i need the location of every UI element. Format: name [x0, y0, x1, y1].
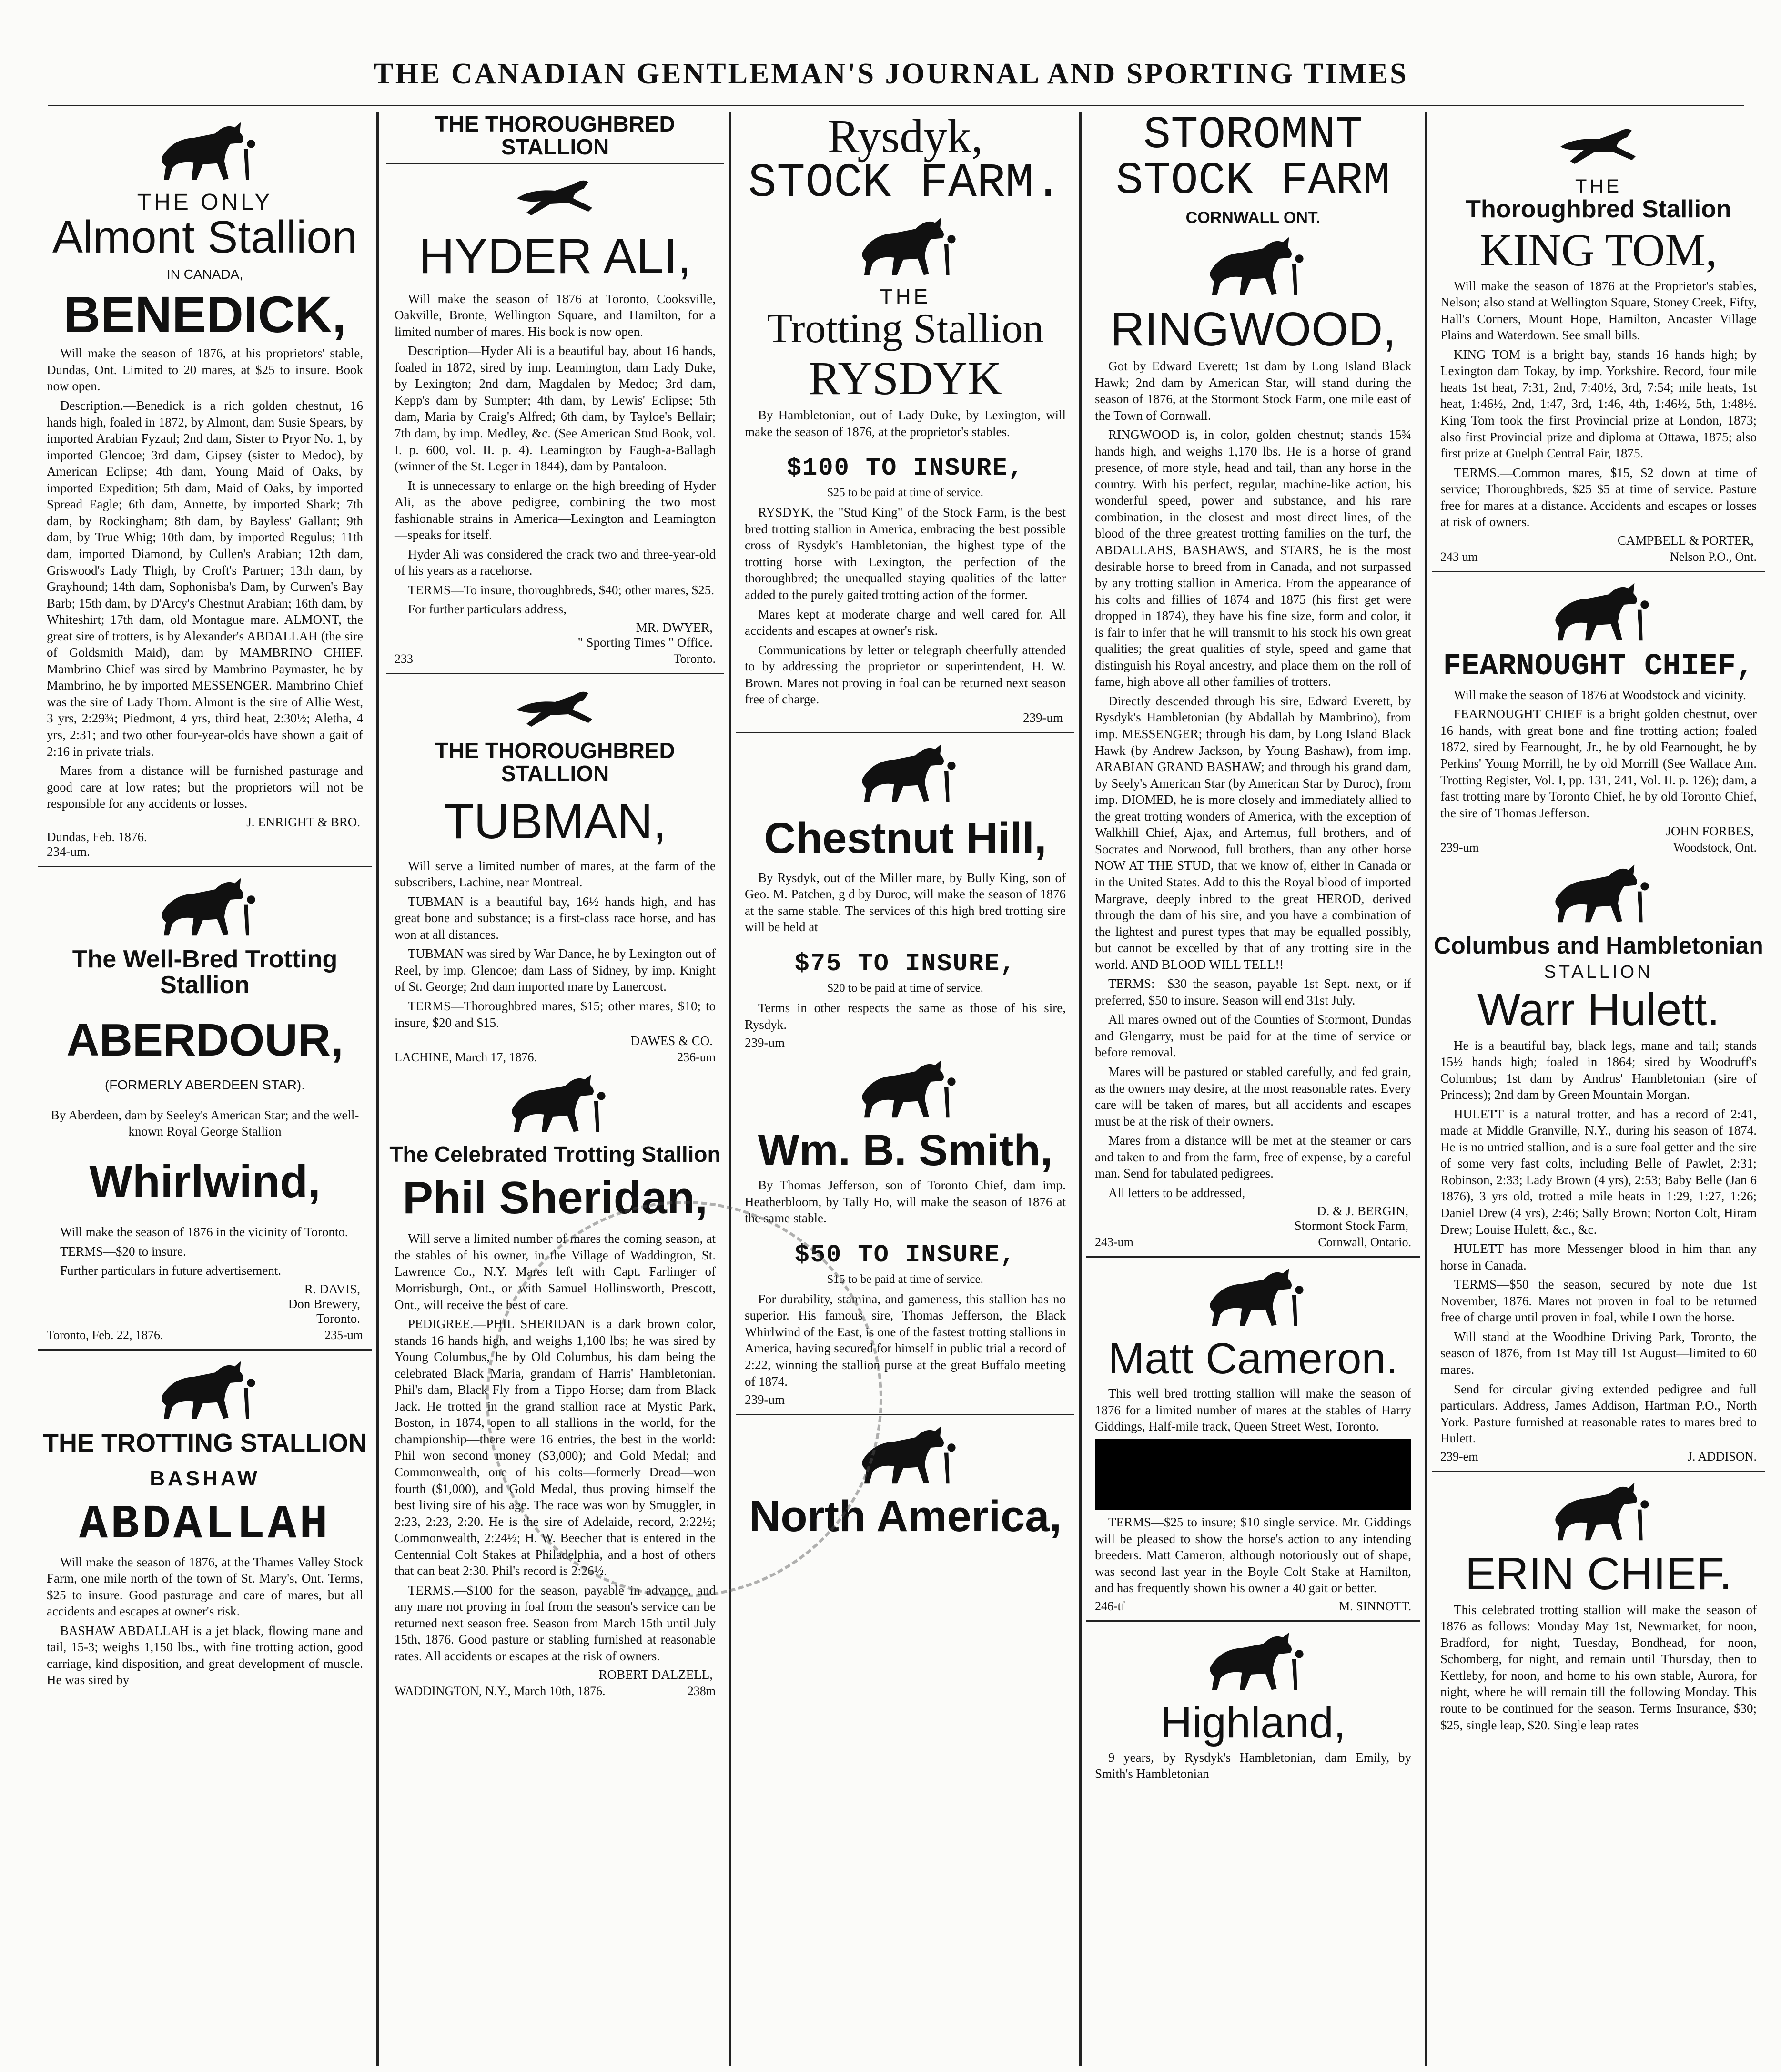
ad-paragraph: PEDIGREE.—PHIL SHERIDAN is a dark brown color, stands 16 hands high, and weighs 1,100 lbs; he was sired by Young Columbus, he by Old Columbus, his dam being the celebrated Black Maria, grandam of Harris' Hambletonian. Phil's dam, Black Fly from a Tippo Horse; dam from Black Jack. He trotted in the grand stallion race at Mystic Park, Boston, in 1874, open to all stallions in the world, for the championship—there were 16 entries, the best in the world: Phil won second money ($3,000); and Gold Medal; and Commonwealth, one of his colts—formerly Dread—won fourth ($1,000), and Gold Medal, thus proving himself the best living sire of his age. The race was won by Smuggler, in 2:23, 2:23, 2:20. He is the sire of Adelaide, record, 2:22½; Commonwealth, 2:24½; H. W. Beecher that is entered in the Centennial Colt Stakes at Philadelphia, and a host of others that can beat 2:30. Phil's record is 2:26½.: [395, 1317, 716, 1578]
ad-kicker: THE ONLY: [137, 190, 273, 215]
ad-paragraph: KING TOM is a bright bay, stands 16 hands high; by Lexington dam Tokay, by imp. Yorkshire. Record, four mile heats 1st heat, 7:31, 2nd, 7:40½, 3rd, 7:54; mile heats, 1st heat, 1:46½, 2nd, 1:47, 3rd, 1:46, 4th, 1:46½, 5th, 1:48½. King Tom took the first Provincial prize at London, 1873; also first Provincial prize and diploma at Ottawa, 1875; also first prize at Guelph Central Fair, 1875.: [1440, 347, 1757, 461]
sire-name: Whirlwind,: [89, 1156, 321, 1207]
horse-with-groom-icon: [1537, 579, 1660, 646]
postmark-stamp: [486, 1201, 882, 1597]
advertiser: J. ADDISON.: [1687, 1449, 1757, 1463]
ad-kicker: The Well-Bred Trotting Stallion: [72, 945, 338, 999]
ad-aberdour: [38, 874, 372, 1342]
advertiser: DAWES & CO.: [630, 1034, 713, 1048]
ad-paragraph: FEARNOUGHT CHIEF is a bright golden chestnut, over 16 hands, with great bone and fine trotting action; foaled 1872, sired by Fearnought, Jr., he by old Fearnought, he by Perkins' Young Morrill, he by old Morrill (See Wallace Am. Trotting Register, Vol. I, pp. 131, 241, Vol. II. p. 126); dam, a fast trotting mare by Toronto Chief, he by old Toronto Chief, the sire of Thomas Jefferson.: [1440, 707, 1757, 820]
stallion-name: ABDALLAH: [79, 1498, 331, 1552]
masthead: THE CANADIAN GENTLEMAN'S JOURNAL AND SPORTING TIMES: [374, 58, 1408, 90]
horse-with-groom-icon: [843, 740, 967, 807]
ad-code: 235-um: [324, 1328, 363, 1342]
horse-with-groom-icon: [1191, 1628, 1315, 1695]
redacted-block: [1095, 1439, 1411, 1510]
ad-body: [395, 291, 716, 618]
ad-kicker: The Celebrated Trotting Stallion: [389, 1142, 721, 1167]
ad-code: 234-um.: [47, 844, 90, 859]
column-divider: [729, 112, 731, 2066]
ad-paragraph: By Aberdeen, dam by Seeley's American Star; and the well-known Royal George Stallion: [51, 1107, 359, 1139]
ad-paragraph: For further particulars address,: [408, 602, 567, 617]
ad-subtitle: BASHAW: [150, 1467, 260, 1491]
column-divider: [1079, 112, 1082, 2066]
ad-place-date: LACHINE, March 17, 1876.: [395, 1050, 537, 1065]
column-4: [1086, 112, 1420, 2066]
ad-paragraph: Will serve a limited number of mares, at the farm of the subscribers, Lachine, near Montreal.: [395, 858, 716, 890]
ad-paragraph: Will stand at the Woodbine Driving Park, Toronto, the season of 1876, from 1st May till 1st August—limited to 60 mares.: [1440, 1329, 1757, 1377]
price-note: $15 to be paid at time of service.: [827, 1272, 983, 1286]
ad-paragraph: Will make the season of 1876, at his proprietors' stable, Dundas, Ont. Limited to 20 mares, at $25 to insure. Book now open.: [47, 346, 363, 394]
ad-paragraph: Description.—Benedick is a rich golden chestnut, 16 hands high, foaled in 1872, by Almont, dam Susie Spears, by imported Arabian Fyzaul; 2nd dam, Sister to Pryor No. 1, by imported Glencoe; 3rd dam, Gipsey (sister to Medoc), by American Eclipse; 4th dam, Young Maid of Oaks, by imported Expedition; 5th dam, Maid of Oaks, by imported Spread Eagle; 6th dam, Annette, by imported Shark; 7th dam, by Rockingham; 8th dam, by Bayless' Gallant; 9th dam, by True Whig; 10th dam, by imported Regulus; 11th dam, imported Diamond, by Cullen's Arabian; 12th dam, Griswood's Lady Thigh, by Croft's Partner; 13th dam, by Grayhound; 14th dam, Sophonisba's Dam, by Curwen's Bay Barb; 15th dam, by D'Arcy's Chestnut Arabian; 16th dam, by Whiteshirt; 17th dam, old Montague mare. ALMONT, the great sire of trotters, is by Alexander's ABDALLAH (the sire of Goldsmith Maid), dam by MAMBRINO CHIEF. Mambrino Chief was sired by Mambrino Paymaster, he by Mambrino, he by imported MESSENGER. Mambrino Chief was the sire of Lady Thorn. Almont is the sire of Allie West, 3 yrs, 2:29¾; Piedmont, 4 yrs, third heat, 2:30½; Aletha, 4 yrs, 2:31; and two other four-year-olds have shown a gait of 2:16 in private trials.: [47, 398, 363, 759]
ad-subtitle: Thoroughbred Stallion: [1466, 195, 1731, 223]
ad-paragraph: TERMS.—$100 for the season, payable in advance, and any mare not proving in foal from the season's service can be returned next season free. Season from March 15th until July 15th, 1876. Good pasture or stabling furnished at reasonable rates. All accidents or escapes at the risk of owners.: [395, 1583, 716, 1664]
ad-code: 243 um: [1440, 549, 1478, 564]
ad-benedick: [38, 118, 372, 859]
column-3: [736, 112, 1074, 2066]
ad-footer: [1440, 1450, 1757, 1464]
column-divider: [376, 112, 379, 2066]
horse-with-groom-icon: [143, 1357, 267, 1424]
ad-paragraph: All letters to be addressed,: [1108, 1185, 1245, 1200]
stallion-name: ERIN CHIEF.: [1465, 1548, 1732, 1599]
ad-paragraph: Mares kept at moderate charge and well cared for. All accidents and escapes at owner's risk.: [745, 607, 1066, 638]
ad-paragraph: Will serve a limited number of mares the coming season, at the stables of his owner, in the Village of Waddington, St. Lawrence Co., N.Y. Mares left with Capt. Farlinger of Morrisburgh, Ont., or with Samuel Hollinsworth, Prescott, Ont., will receive the best of care.: [395, 1231, 716, 1312]
ad-paragraph: Mares from a distance will be met at the steamer or cars and taken to and from the farm, free of expense, by a careful man. Send for tabulated pedigrees.: [1095, 1133, 1411, 1181]
ad-place-date: WADDINGTON, N.Y., March 10th, 1876.: [395, 1684, 606, 1698]
ad-paragraph: TUBMAN was sired by War Dance, he by Lexington out of Reel, by imp. Glencoe; dam Lass of Sidney, by imp. Knight of St. George; 2nd dam imported mare by Lanercost.: [395, 946, 716, 994]
ad-body: [1440, 687, 1757, 821]
ad-erin-chief: [1432, 1479, 1765, 1733]
ad-body: [395, 858, 716, 1031]
ad-paragraph: 9 years, by Rysdyk's Hambletonian, dam Emily, by Smith's Hambletonian: [1095, 1750, 1411, 1781]
ad-paragraph: Communications by letter or telegraph cheerfully attended to by addressing the proprietor or superintendent, H. W. Brown. Mares not proving in foal can be returned next season free of charge.: [745, 642, 1066, 707]
ad-tubman: [386, 681, 724, 1065]
stallion-name: KING TOM,: [1480, 224, 1717, 275]
horse-with-groom-icon: [1191, 233, 1315, 300]
ad-paragraph: Mares from a distance will be furnished pasturage and good care at low rates; but the proprietors will not be responsible for any accidents or losses.: [47, 763, 363, 811]
ad-body: [1440, 278, 1757, 530]
stallion-name: Chestnut Hill,: [764, 813, 1047, 863]
ad-body: [1095, 1749, 1411, 1782]
advertiser: JOHN FORBES,: [1666, 824, 1754, 839]
ad-paragraph: RINGWOOD is, in color, golden chestnut; stands 15¾ hands high, and weighs 1,170 lbs. He is a horse of grand presence, of more style, head and tail, than any horse in the country. With his perfect, regular, machine-like action, his wonderful speed, power and substance, and his rare combination, in the closest and most direct lines, of the blood of the three greatest trotting families on the turf, the ABDALLAHS, BASHAWS, and STARS, he is the most desirable horse to breed from in Canada, and not surpassed by any trotting stallion in America. From the appearance of his colts and fillies of 1874 and 1875 (his first get were dropped in 1874), they have his fine size, form and color, it is fair to infer that he will transmit to his stock his own great qualities; the great qualities of style, speed and game that distinguish his Royal ancestry, and place them on the roll of fame, high above all other families of trotters.: [1095, 427, 1411, 689]
ad-divider: [1086, 1620, 1420, 1622]
column-1: [38, 112, 372, 2066]
ad-body: [47, 345, 363, 812]
ad-chestnut-hill: [736, 740, 1074, 1050]
stallion-name: Highland,: [1160, 1698, 1346, 1747]
advertiser: D. & J. BERGIN,: [1316, 1204, 1408, 1219]
ad-divider: [38, 1349, 372, 1351]
ad-paragraph: Directly descended through his sire, Edward Everett, by Rysdyk's Hambletonian (by Abdallah by Mambrino), from imp. MESSENGER; through his dam, by Long Island Black Hawk (by Andrew Jackson, by Young Bashaw), from imp. ARABIAN GRAND BASHAW; and through his grand dam, by Seely's American Star (by American Star by Duroc), from imp. DIOMED, he is more closely and immediately allied to the great trotting wonders of America, with the exception of Walkhill Chief, Ajax, and Artemus, full brothers, and of Socrates and Norwood, full brothers, than any other horse NOW AT THE STUD, that we know of, either in Canada or in the United States. Add to this the Royal blood of imported Margrave, deeply inbred to the great HEROD, derived through the dam of his sire, and you have a combination of the lightest and purest types that may be equalled possibly, but cannot be excelled by that of any trotting sire in the world. AND BLOOD WILL TELL!!: [1095, 693, 1411, 972]
price-note: $25 to be paid at time of service.: [827, 486, 983, 499]
ad-divider: [736, 732, 1074, 733]
advertiser: M. SINNOTT.: [1339, 1599, 1411, 1613]
ad-body: [745, 870, 1066, 935]
ad-paragraph: RYSDYK, the "Stud King" of the Stock Farm, is the best bred trotting stallion in America, embracing the best possible cross of Rysdyk's Hambletonian, the highest type of the trotting horse with Lexington, the perfection of the thoroughbred; the unequalled staying qualities of the latter added to the purely gaited trotting action of the former.: [745, 505, 1066, 602]
ad-kicker: THE: [1575, 176, 1622, 197]
ad-warr-hulett: [1432, 933, 1765, 1464]
ad-code: 239-em: [1440, 1449, 1478, 1463]
advertiser: R. DAVIS,: [304, 1281, 360, 1296]
stallion-name: Warr Hulett.: [1477, 984, 1720, 1035]
ad-code: 243-um: [1095, 1235, 1133, 1249]
ad-body: [47, 1224, 363, 1279]
ad-subtitle: Trotting Stallion: [767, 305, 1044, 352]
ad-divider: [1086, 1256, 1420, 1258]
ad-code: 236-um: [677, 1050, 716, 1065]
ad-paragraph: Will make the season of 1876 at the Proprietor's stables, Nelson; also stand at Wellington Square, Stoney Creek, Fifty, Hall's Corners, Mount Hope, Hamilton, Ancaster Village Plains and Waterdown. See small bills.: [1440, 278, 1757, 343]
ad-paragraph: BASHAW ABDALLAH is a jet black, flowing mane and tail, 15-3; weighs 1,150 lbs., with fine trotting action, good carriage, kind disposition, and great development of muscle. He was sired by: [47, 1623, 363, 1687]
masthead-rule: [48, 105, 1744, 106]
ad-body: [1095, 358, 1411, 1201]
ad-paragraph: Send for circular giving extended pedigree and full particulars. Address, James Addison, Hartman P.O., North York. Pasture furnished at reasonable rates to mares bred to Hulett.: [1440, 1381, 1757, 1446]
ad-footer: [395, 1050, 716, 1065]
ad-paragraph: By Thomas Jefferson, son of Toronto Chief, dam imp. Heatherbloom, by Tally Ho, will make the season of 1876 at the same stable.: [745, 1178, 1066, 1226]
horse-with-groom-icon: [1537, 1479, 1660, 1545]
ad-place: Nelson P.O., Ont.: [1670, 549, 1757, 564]
ad-paragraph: HULETT has more Messenger blood in him than any horse in Canada.: [1440, 1241, 1757, 1272]
ad-subtitle: (FORMERLY ABERDEEN STAR).: [104, 1077, 305, 1092]
ad-divider: [38, 866, 372, 867]
advertiser: ROBERT DALZELL,: [598, 1667, 713, 1682]
stallion-name: FEARNOUGHT CHIEF,: [1443, 649, 1754, 684]
farm-subtitle: STOCK FARM.: [748, 157, 1063, 211]
ad-subtitle: STALLION: [1544, 962, 1653, 982]
ad-paragraph: He is a beautiful bay, black legs, mane and tail; stands 15½ hands high; foaled in 1864; sired by Woodruff's Columbus; 1st dam by Andrus' Hambletonian (sire of Princess); 2nd dam by Green Mountain Morgan.: [1440, 1038, 1757, 1102]
price-note: $20 to be paid at time of service.: [827, 982, 983, 995]
insurance-price: $75 TO INSURE,: [794, 950, 1016, 978]
ad-body: [745, 504, 1066, 708]
farm-name: Rysdyk,: [827, 112, 983, 163]
ad-footer: [1095, 1599, 1411, 1614]
advertiser: CAMPBELL & PORTER,: [1617, 533, 1754, 548]
horse-with-groom-icon: [143, 874, 267, 941]
ad-subtitle: Almont Stallion: [52, 212, 358, 263]
horse-with-groom-icon: [493, 1070, 617, 1137]
stallion-name: Matt Cameron.: [1108, 1334, 1398, 1383]
ad-paragraph: For durability, stamina, and gameness, this stallion has no superior. His famous sire, Thomas Jefferson, the Black Whirlwind of the East, is one of the fastest trotting stallions in America, having secured for himself in public trial a record of 2:22, winning the stallion purse at the great Buffalo meeting of 1874.: [745, 1291, 1066, 1389]
horse-with-groom-icon: [1191, 1264, 1315, 1331]
ad-rysdyk: [736, 112, 1074, 725]
ad-code: 239-um: [1440, 841, 1479, 855]
ad-divider: [1432, 571, 1765, 572]
ad-kicker: THE THOROUGHBRED STALLION: [435, 738, 675, 786]
running-horse-icon: [503, 681, 607, 733]
ad-kicker: THE: [880, 285, 931, 308]
ad-paragraph: This celebrated trotting stallion will make the season of 1876 as follows: Monday May 1st, Newmarket, for noon, Bradford, for night, Tuesday, Bondhead, for noon, Schomberg, for night, and remain until Thursday, then to Kettleby, for noon, and home to his own stable, Aurora, for night, where he will remain till the following Monday. This route to be continued for the season. Terms Insurance, $30; $25, single leap, $20. Single leap rates: [1440, 1602, 1757, 1732]
ad-matt-cameron: [1086, 1264, 1420, 1613]
ad-code: 239-um: [745, 1392, 785, 1407]
insurance-price: $50 TO INSURE,: [794, 1240, 1016, 1269]
ad-code: 233: [395, 651, 413, 666]
stallion-name: North America,: [749, 1492, 1062, 1541]
ad-body: [745, 1177, 1066, 1227]
ad-fearnought-chief: [1432, 579, 1765, 855]
advertiser-city: Toronto.: [316, 1311, 360, 1326]
ad-paragraph: TERMS—To insure, thoroughbreds, $40; other mares, $25.: [408, 582, 715, 597]
ad-paragraph: Will make the season of 1876 in the vicinity of Toronto.: [60, 1224, 348, 1239]
ad-paragraph: It is unnecessary to enlarge on the high breeding of Hyder Ali, as the above pedigree, combining the two most fashionable strains in America—Lexington and Leamington—speaks for itself.: [395, 478, 716, 542]
stallion-name: Wm. B. Smith,: [758, 1126, 1053, 1175]
ad-divider: [386, 673, 724, 674]
advertiser-address: " Sporting Times " Office.: [577, 635, 713, 650]
advertiser: J. ENRIGHT & BRO.: [246, 814, 360, 829]
running-horse-icon: [503, 170, 607, 222]
ad-place: Toronto.: [673, 651, 716, 666]
stallion-name: RINGWOOD,: [1110, 303, 1396, 356]
ad-paragraph: TERMS—$25 to insure; $10 single service. Mr. Giddings will be pleased to show the horse's action to any intending breeders. Matt Cameron, although notoriously out of shape, was second last year in the Boyle Colt Stake at Hamilton, and has frequently shown his owner a 40 gait or better.: [1095, 1514, 1411, 1595]
ad-paragraph: By Hambletonian, out of Lady Duke, by Lexington, will make the season of 1876, at the proprietor's stables.: [745, 408, 1066, 439]
ad-body: [745, 1000, 1066, 1033]
insurance-price: $100 TO INSURE,: [786, 454, 1024, 483]
advertiser: MR. DWYER,: [636, 620, 713, 635]
ad-paragraph: TERMS—$20 to insure.: [60, 1244, 186, 1259]
ad-kicker: THE TROTTING STALLION: [43, 1428, 367, 1457]
ad-paragraph: HULETT is a natural trotter, and has a record of 2:41, made at Middle Granville, N.Y., during his season of 1874. He is no untried stallion, and is a sure foal getter and the sire of some very fast colts, including Belle of Pawlet, 2:31; Robinson, 2:33; Lady Brown (4 yrs), 2:53; Baby Belle (Jan 6 1876), 3 yrs old, trotted a mile heats in 1:29, 1:27, 1:26; Daniel Drew (4 yrs), 2:46; Sally Brown; Norton Colt, Hiram Drew; Louise Hulett, &c., &c.: [1440, 1107, 1757, 1237]
farm-name: STOROMNT: [1143, 112, 1363, 161]
ad-footer: [395, 652, 716, 666]
ad-paragraph: TUBMAN is a beautiful bay, 16½ hands high, and has great bone and substance; is a first-class race horse, and has won at all distances.: [395, 894, 716, 942]
ad-hyder-ali: [386, 112, 724, 666]
ad-bashaw-abdallah: [38, 1357, 372, 1688]
ad-body: [745, 407, 1066, 440]
stallion-name: BENEDICK,: [63, 285, 347, 344]
ad-paragraph: Will make the season of 1876 at Toronto, Cooksville, Oakville, Bronte, Wellington Square, and Hamilton, for a limited number of mares. His book is now open.: [395, 291, 716, 339]
ad-place-date: Dundas, Feb. 1876.: [47, 829, 147, 844]
ad-body: [47, 1107, 363, 1140]
ad-kicker: Columbus and Hambletonian: [1434, 932, 1763, 959]
ad-divider: [1432, 1471, 1765, 1472]
stallion-name: TUBMAN,: [444, 793, 667, 849]
ad-body: [1440, 1602, 1757, 1733]
ad-place-date: Toronto, Feb. 22, 1876.: [47, 1328, 163, 1342]
ad-footer: [47, 1328, 363, 1342]
ad-code: 239-um: [1023, 710, 1063, 725]
column-divider: [1425, 112, 1427, 2066]
farm-subtitle: STOCK FARM: [1115, 155, 1391, 207]
ad-highland: [1086, 1628, 1420, 1782]
ad-paragraph: TERMS—Thoroughbred mares, $15; other mares, $10; to insure, $20 and $15.: [395, 998, 716, 1030]
ad-body: [47, 1554, 363, 1688]
stallion-name: ABERDOUR,: [66, 1014, 344, 1066]
column-5: [1432, 112, 1765, 2066]
running-horse-icon: [1546, 118, 1651, 171]
ad-footer: [1440, 841, 1757, 855]
ad-paragraph: All mares owned out of the Counties of Stormont, Dundas and Glengarry, must be paid for at the time of service or before removal.: [1095, 1012, 1411, 1060]
column-2: [386, 112, 724, 2066]
ad-footer: [1095, 1235, 1411, 1249]
ad-paragraph: Further particulars in future advertisement.: [60, 1263, 282, 1278]
horse-with-groom-icon: [843, 213, 967, 280]
horse-with-groom-icon: [143, 118, 267, 185]
ad-place: Woodstock, Ont.: [1673, 841, 1757, 855]
ad-body: [1095, 1385, 1411, 1596]
ad-code: 239-um: [745, 1036, 785, 1050]
ad-kicker: THE THOROUGHBRED STALLION: [386, 112, 724, 164]
ad-paragraph: Got by Edward Everett; 1st dam by Long Island Black Hawk; 2nd dam by American Star, will stand during the season of 1876, at the Stormont Stock Farm, one mile east of the Town of Cornwall.: [1095, 359, 1411, 423]
ad-paragraph: Terms in other respects the same as those of his sire, Rysdyk.: [745, 1001, 1066, 1032]
ad-paragraph: TERMS—$50 the season, secured by note due 1st November, 1876. Mares not proven in foal to be returned free of charge until proven in foal, while I own the horse.: [1440, 1277, 1757, 1325]
ad-ringwood: [1086, 112, 1420, 1249]
advertiser-address: Don Brewery,: [288, 1296, 360, 1311]
ad-paragraph: TERMS:—$30 the season, payable 1st Sept. next, or if preferred, $50 to insure. Season will end 31st July.: [1095, 976, 1411, 1007]
ad-footer: [395, 1684, 716, 1698]
stallion-name: HYDER ALI,: [418, 228, 692, 284]
ad-code: 238m: [687, 1684, 716, 1698]
ad-paragraph: Hyder Ali was considered the crack two and three-year-old of his years as a racehorse.: [395, 547, 716, 578]
ad-paragraph: This well bred trotting stallion will make the season of 1876 for a limited number of mares at the stables of Harry Giddings, Half-mile track, Queen Street West, Toronto.: [1095, 1386, 1411, 1434]
ad-paragraph: Will make the season of 1876 at Woodstock and vicinity.: [1454, 687, 1746, 702]
ad-paragraph: Mares will be pastured or stabled carefully, and fed grain, as the owners may desire, at the most reasonable rates. Every care will be taken of mares, but all accidents and escapes must be at the risk of their owners.: [1095, 1064, 1411, 1128]
ad-footer: [1440, 550, 1757, 564]
ad-paragraph: Description—Hyder Ali is a beautiful bay, about 16 hands, foaled in 1872, sired by imp. Leamington, dam Lady Duke, by Lexington; 2nd dam, Magdalen by Medoc; 3rd dam, Kepp's dam by Sumpter; 4th dam, by Lewis' Eclipse; 5th dam, Maria by Craig's Alfred; 6th dam, by Tayloe's Bellair; 7th dam, by imp. Medley, &c. (See American Stud Book, vol. I. p. 600, vol. II. p. 4). Leamington by Faugh-a-Ballagh (winner of the St. Leger in 1844), dam by Pantaloon.: [395, 344, 716, 474]
ad-king-tom: [1432, 118, 1765, 564]
ad-paragraph: By Rysdyk, out of the Miller mare, by Bully King, son of Geo. M. Patchen, g d by Duroc, will make the season of 1876 at the same stable. The services of this high bred trotting sire will be held at: [745, 870, 1066, 934]
stallion-name: RYSDYK: [809, 352, 1002, 405]
advertiser-address: Stormont Stock Farm,: [1294, 1219, 1408, 1233]
farm-location: CORNWALL ONT.: [1185, 209, 1321, 227]
horse-with-groom-icon: [1537, 861, 1660, 927]
stallion-name: Phil Sheridan,: [402, 1172, 708, 1224]
horse-with-groom-icon: [843, 1056, 967, 1123]
ad-body: [1440, 1037, 1757, 1447]
ad-subtitle-2: IN CANADA,: [166, 267, 243, 282]
ad-paragraph: Will make the season of 1876, at the Thames Valley Stock Farm, one mile north of the town of St. Mary's, Ont. Terms, $25 to insure. Good pasturage and care of mares, but all accidents and escapes at owner's risk.: [47, 1554, 363, 1619]
ad-place: Cornwall, Ontario.: [1318, 1235, 1411, 1249]
ad-code: 246-tf: [1095, 1599, 1125, 1613]
ad-paragraph: TERMS.—Common mares, $15, $2 down at time of service; Thoroughbreds, $25 $5 at time of service. Pasture free for mares at a distance. Accidents and escapes or losses at risk of owners.: [1440, 465, 1757, 529]
